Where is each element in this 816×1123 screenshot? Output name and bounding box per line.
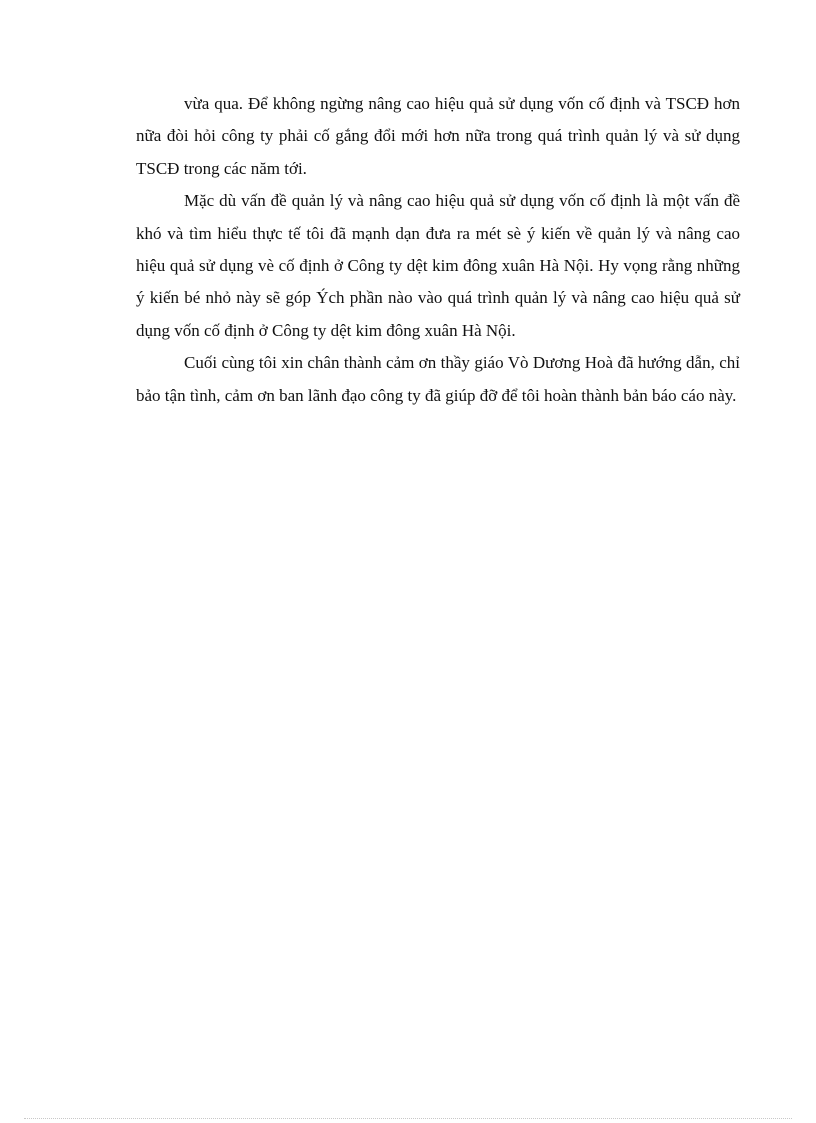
paragraph-difficulties: Mặc dù vấn đề quản lý và nâng cao hiệu quả sử dụng vốn cố định là một vấn đề khó và tìm hiểu thực tế tôi đã mạnh dạn đưa ra mét sè ý kiến về quản lý và nâng cao hiệu quả sử dụng vè cố định ở Công ty dệt kim đông xuân Hà Nội. Hy vọng rằng những ý kiến bé nhỏ này sẽ góp Ých phần nào vào quá trình quản lý và nâng cao hiệu quả sử dụng vốn cố định ở Công ty dệt kim đông xuân Hà Nội. [136, 191, 740, 340]
paragraph-acknowledgement: Cuối cùng tôi xin chân thành cảm ơn thầy giáo Vò Dương Hoà đã hướng dẫn, chỉ bảo tận tình, cảm ơn ban lãnh đạo công ty đã giúp đỡ để tôi hoàn thành bản báo cáo này. [136, 353, 740, 405]
page-bottom-border [24, 1118, 792, 1119]
document-body [136, 88, 740, 412]
paragraph-continuation: vừa qua. Để không ngừng nâng cao hiệu quả sử dụng vốn cố định và TSCĐ hơn nữa đòi hỏi công ty phải cố gắng đổi mới hơn nữa trong quá trình quản lý và sử dụng TSCĐ trong các năm tới. [136, 94, 740, 178]
